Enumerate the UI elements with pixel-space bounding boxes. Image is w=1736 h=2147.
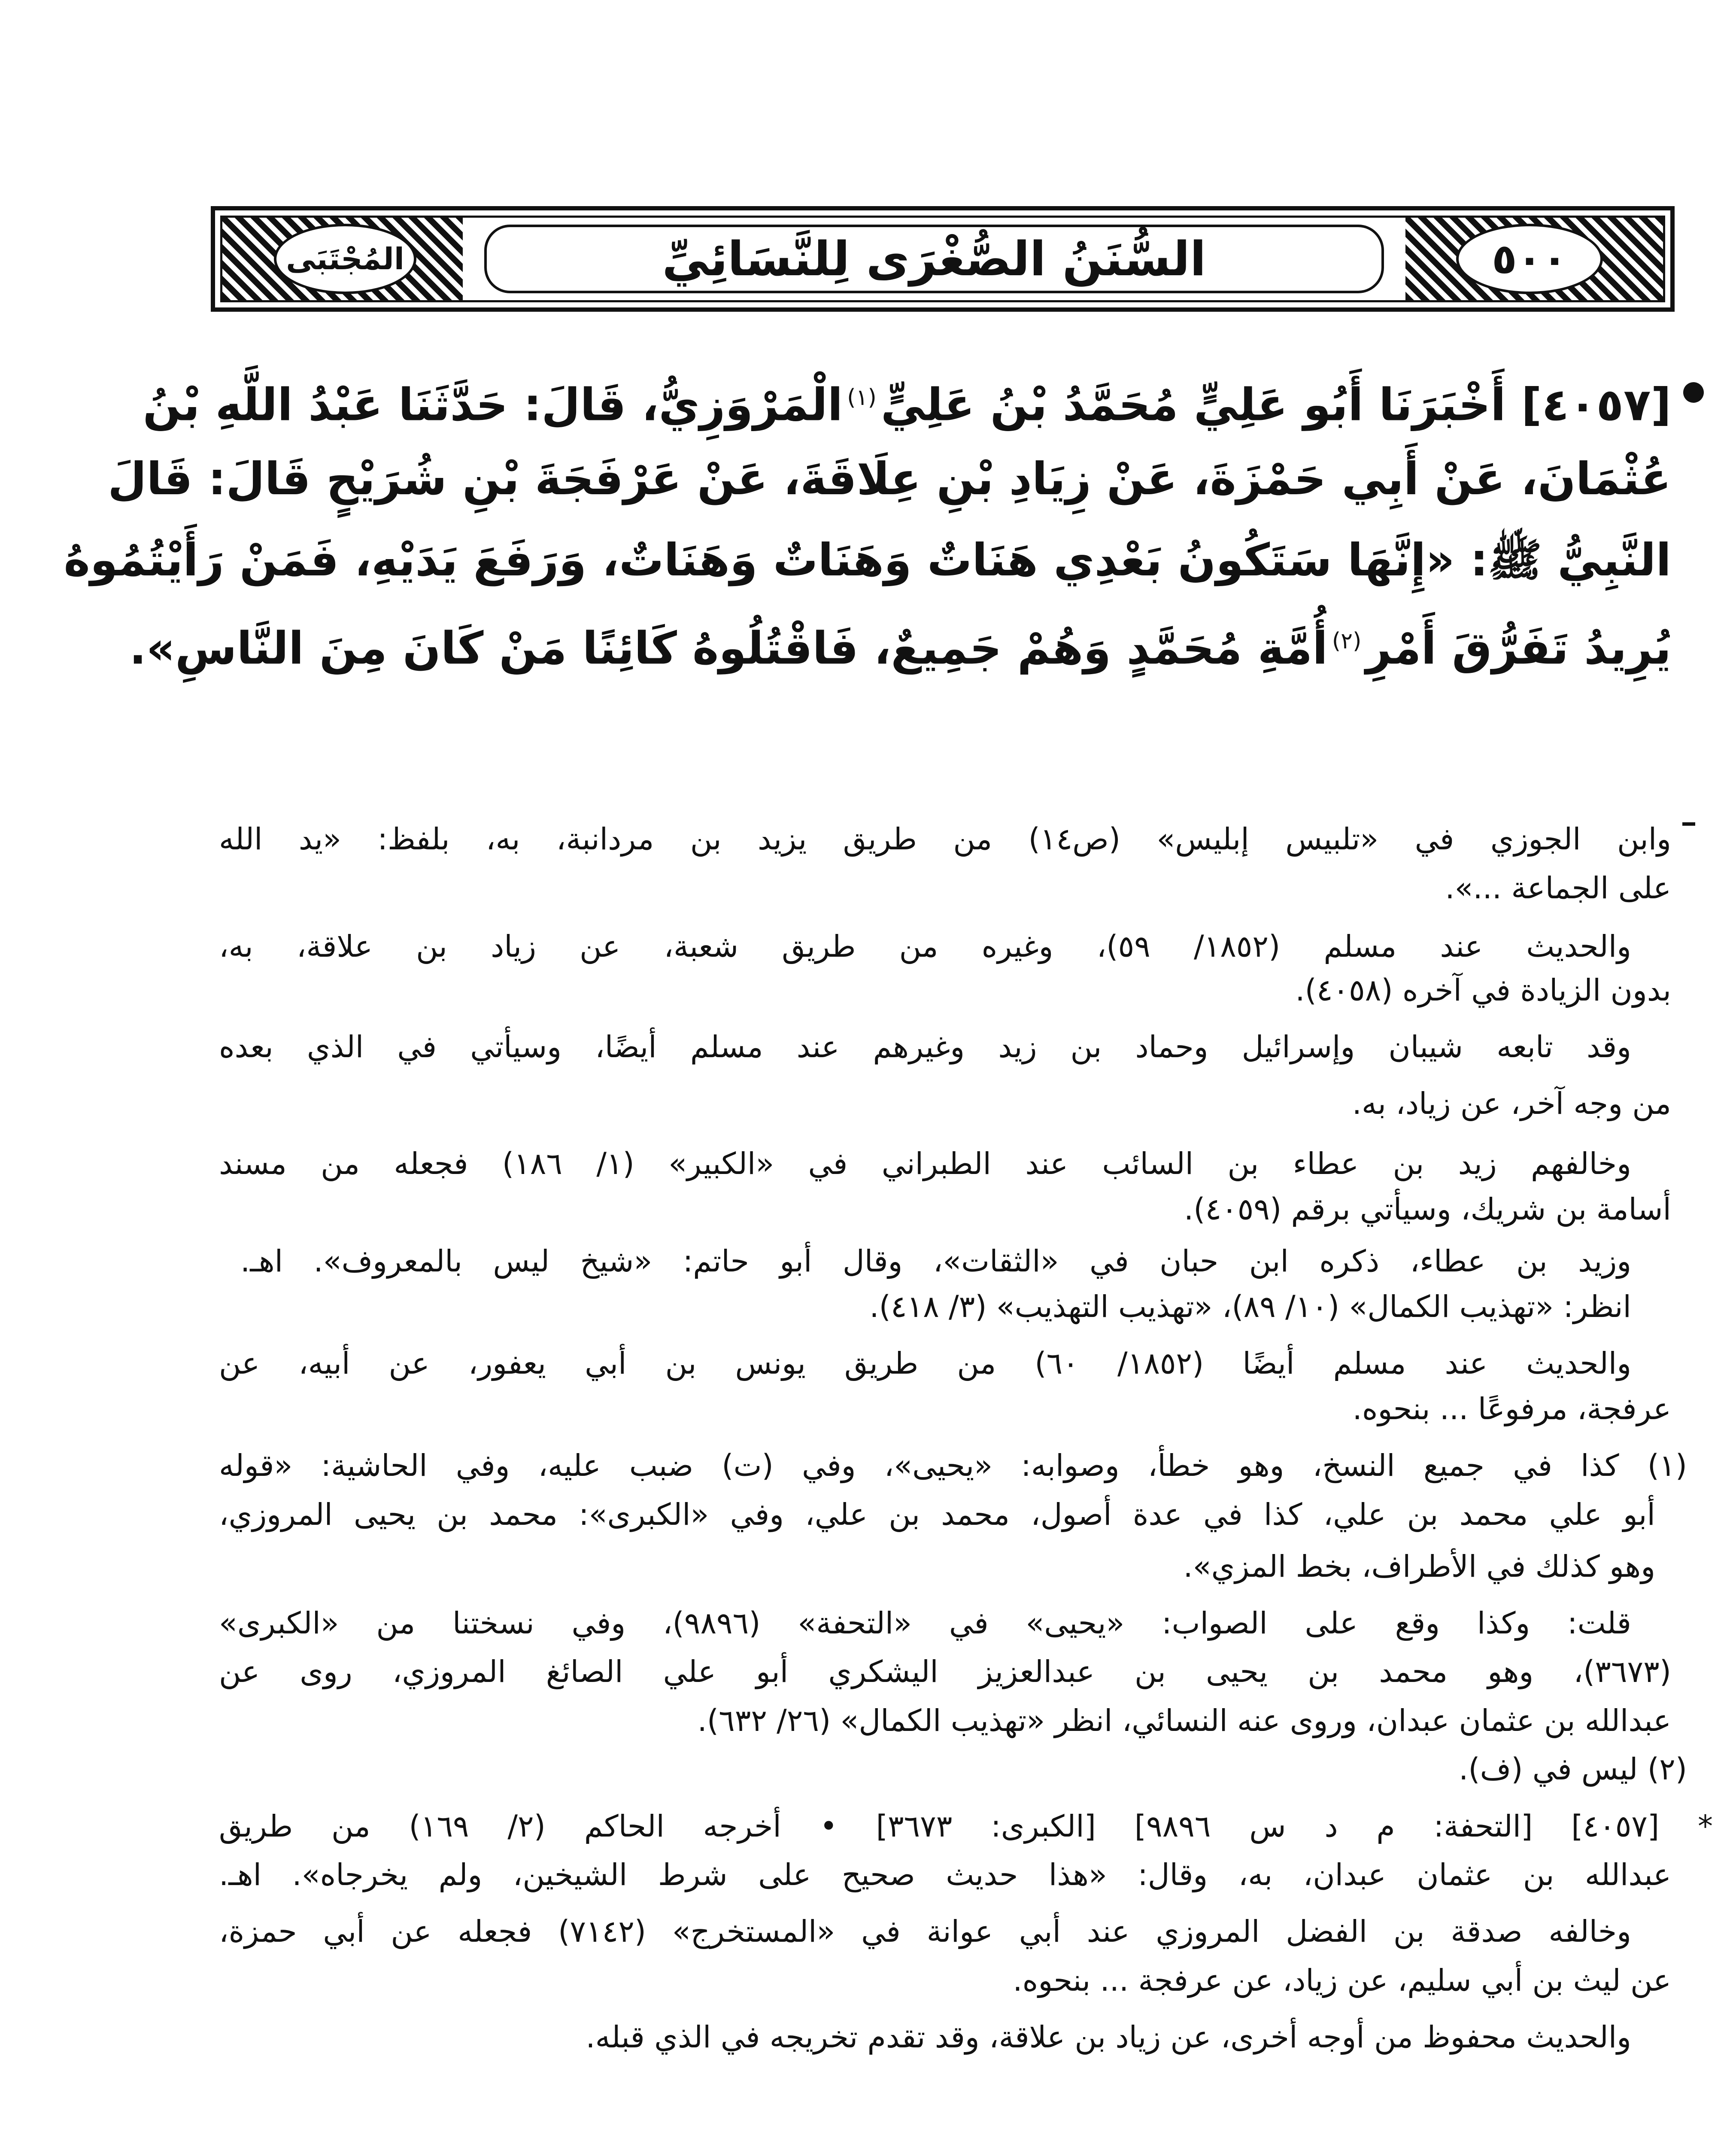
footnote-line: بدون الزيادة في آخره (٤٠٥٨). xyxy=(1295,973,1671,1008)
hadith-line-4 xyxy=(129,602,1671,680)
footnote-line: عبدالله بن عثمان عبدان، وروى عنه النسائي، انظر «تهذيب الكمال» (٢٦/ ٦٣٢). xyxy=(697,1703,1671,1738)
page-header xyxy=(211,206,1675,312)
takhrij-line: عبدالله بن عثمان عبدان، به، وقال: «هذا حديث صحيح على شرط الشيخين، ولم يخرجاه». اهـ. xyxy=(219,1857,1671,1892)
takhrij-line: والحديث محفوظ من أوجه أخرى، عن زياد بن علاقة، وقد تقدم تخريجه في الذي قبله. xyxy=(586,2019,1631,2055)
hadith-line-2: عُثْمَانَ، عَنْ أَبِي حَمْزَةَ، عَنْ زِيَادِ بْنِ عِلَاقَةَ، عَنْ عَرْفَجَةَ بْنِ شُرَيْحٍ قَالَ: قَالَ xyxy=(108,453,1671,505)
footnote-line: وابن الجوزي في «تلبيس إبليس» (ص١٤) من طريق يزيد بن مردانبة، به، بلفظ: «يد الله xyxy=(219,821,1671,857)
hadith-number: [٤٠٥٧] xyxy=(1521,378,1671,431)
hadith-line-1 xyxy=(143,359,1671,436)
book-title: السُّنَنُ الصُّغْرَى لِلنَّسَائِيِّ xyxy=(662,231,1206,286)
medallion-text: المُجْتَبَى xyxy=(286,241,404,277)
footnote-line: والحديث عند مسلم أيضًا (١٨٥٢/ ٦٠) من طريق يونس بن أبي يعفور، عن أبيه، عن xyxy=(219,1346,1631,1381)
hadith-text: أَخْبَرَنَا أَبُو عَلِيٍّ مُحَمَّدُ بْنُ عَلِيٍّ xyxy=(880,378,1506,431)
footnote-line: من وجه آخر، عن زياد، به. xyxy=(1352,1086,1671,1121)
book-medallion xyxy=(274,224,416,294)
hadith-text: أُمَّةِ مُحَمَّدٍ وَهُمْ جَمِيعٌ، فَاقْتُلُوهُ كَائِنًا مَنْ كَانَ مِنَ النَّاسِ». xyxy=(129,622,1328,675)
hadith-bullet-icon xyxy=(1683,382,1704,403)
footnote-line: وزيد بن عطاء، ذكره ابن حبان في «الثقات»، وقال أبو حاتم: «شيخ ليس بالمعروف». اهـ. xyxy=(240,1244,1631,1279)
footnote-1: (١) كذا في جميع النسخ، وهو خطأ، وصوابه: «يحيى»، وفي (ت) ضبب عليه، وفي الحاشية: «قوله xyxy=(219,1448,1687,1483)
footnote-line: وخالفهم زيد بن عطاء بن السائب عند الطبراني في «الكبير» (١/ ١٨٦) فجعله من مسند xyxy=(219,1146,1631,1181)
footnote-ref-1: (١) xyxy=(847,385,877,411)
footnote-line: وهو كذلك في الأطراف، بخط المزي». xyxy=(1183,1549,1655,1584)
footnote-ref-2: (٢) xyxy=(1332,628,1362,654)
title-cartouche xyxy=(484,225,1384,293)
hadith-line-3: النَّبِيُّ ﷺ: «إِنَّهَا سَتَكُونُ بَعْدِي هَنَاتٌ وَهَنَاتٌ وَهَنَاتٌ، وَرَفَعَ يَدَيْهِ، فَمَنْ رَأَيْتُمُوهُ xyxy=(64,534,1671,586)
footnote-line: (٣٦٧٣)، وهو محمد بن يحيى بن عبدالعزيز اليشكري أبو علي الصائغ المروزي، روى عن xyxy=(219,1654,1671,1689)
footnote-line: انظر: «تهذيب الكمال» (١٠/ ٨٩)، «تهذيب التهذيب» (٣/ ٤١٨). xyxy=(869,1289,1631,1324)
footnote-2: (٢) ليس في (ف). xyxy=(1459,1752,1687,1787)
footnote-line: قلت: وكذا وقع على الصواب: «يحيى» في «التحفة» (٩٨٩٦)، وفي نسختنا من «الكبرى» xyxy=(219,1606,1631,1641)
header-frame xyxy=(220,216,1665,302)
hadith-text: الْمَرْوَزِيُّ، قَالَ: حَدَّثَنَا عَبْدُ اللَّهِ بْنُ xyxy=(143,378,843,431)
takhrij-line: وخالفه صدقة بن الفضل المروزي عند أبي عوانة في «المستخرج» (٧١٤٢) فجعله عن أبي حمزة، xyxy=(219,1914,1631,1949)
footnote-line: على الجماعة ...». xyxy=(1445,870,1671,906)
page-number-medallion xyxy=(1456,224,1603,294)
footnote-line: والحديث عند مسلم (١٨٥٢/ ٥٩)، وغيره من طريق شعبة، عن زياد بن علاقة، به، xyxy=(219,929,1631,964)
footnote-line: أسامة بن شريك، وسيأتي برقم (٤٠٥٩). xyxy=(1184,1192,1671,1227)
continuation-mark xyxy=(1682,822,1695,826)
footnote-line: وقد تابعه شيبان وإسرائيل وحماد بن زيد وغيرهم عند مسلم أيضًا، وسيأتي في الذي بعده xyxy=(219,1029,1631,1064)
page-number: ٥٠٠ xyxy=(1492,235,1567,283)
footnote-line: عرفجة، مرفوعًا ... بنحوه. xyxy=(1352,1391,1671,1426)
takhrij-line: عن ليث بن أبي سليم، عن زياد، عن عرفجة ... بنحوه. xyxy=(1013,1963,1671,1998)
footnote-line: أبو علي محمد بن علي، كذا في عدة أصول، محمد بن علي، وفي «الكبرى»: محمد بن يحيى المروزي، xyxy=(219,1497,1655,1532)
hadith-text: يُرِيدُ تَفَرُّقَ أَمْرِ xyxy=(1366,622,1671,675)
takhrij-line: * [٤٠٥٧] [التحفة: م د س ٩٨٩٦] [الكبرى: ٣٦٧٣] • أخرجه الحاكم (٢/ ١٦٩) من طريق xyxy=(219,1809,1713,1844)
